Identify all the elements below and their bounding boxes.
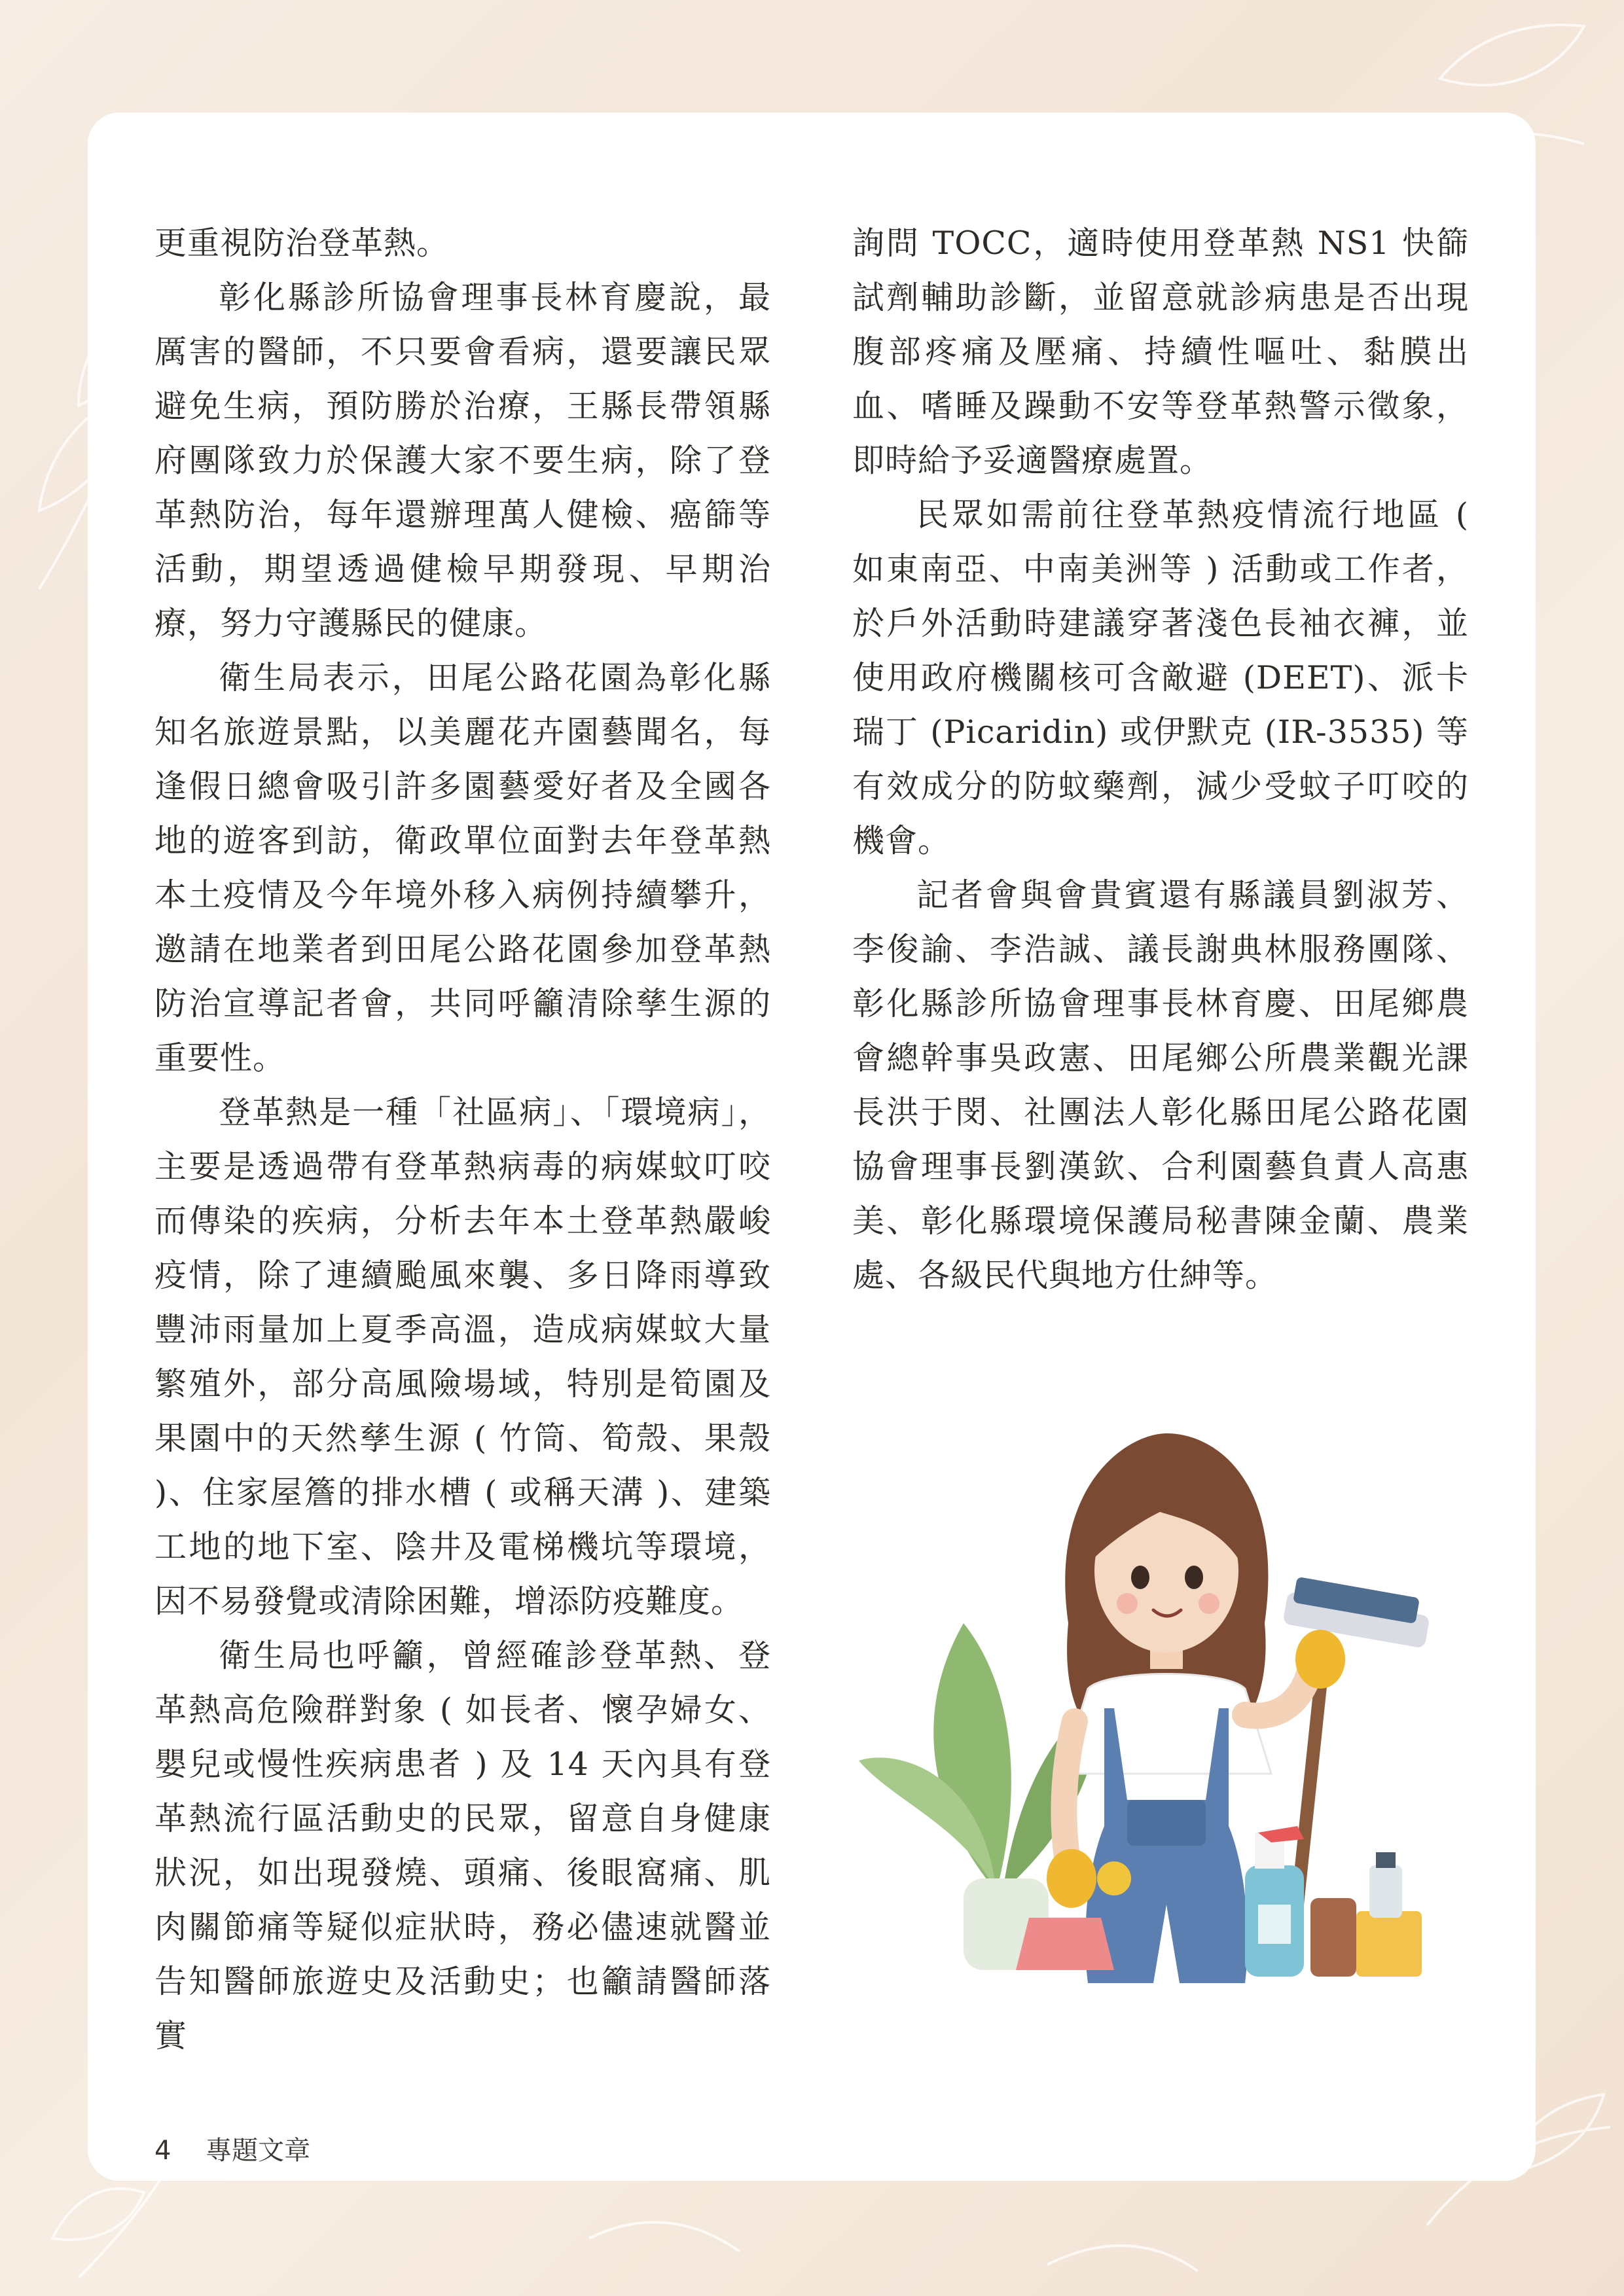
right-text-column bbox=[852, 216, 1469, 1302]
paragraph: 登革熱是一種「社區病」、「環境病」，主要是透過帶有登革熱病毒的病媒蚊叮咬而傳染的疾病，分析去年本土登革熱嚴峻疫情，除了連續颱風來襲、多日降雨導致豐沛雨量加上夏季高溫，造成病媒蚊大量繁殖外，部分高風險場域，特別是筍園及果園中的天然孳生源 ( 竹筒、筍殼、果殼 )、住家屋簷的排水槽 ( 或稱天溝 )、建築工地的地下室、陰井及電梯機坑等環境，因不易發覺或清除困難，增添防疫難度。 bbox=[154, 1094, 771, 1620]
paragraph: 記者會與會貴賓還有縣議員劉淑芳、李俊諭、李浩誠、議長謝典林服務團隊、彰化縣診所協會理事長林育慶、田尾鄉農會總幹事吳政憲、田尾鄉公所農業觀光課長洪于閔、社團法人彰化縣田尾公路花園協會理事長劉漢欽、合利園藝負責人高惠美、彰化縣環境保護局秘書陳金蘭、農業處、各級民代與地方仕紳等。 bbox=[852, 876, 1469, 1294]
paragraph: 彰化縣診所協會理事長林育慶說，最厲害的醫師，不只要會看病，還要讓民眾避免生病，預防勝於治療，王縣長帶領縣府團隊致力於保護大家不要生病，除了登革熱防治，每年還辦理萬人健檢、癌篩等活動，期望透過健檢早期發現、早期治療，努力守護縣民的健康。 bbox=[154, 279, 771, 642]
cleaning-girl-illustration bbox=[852, 1407, 1469, 2029]
paragraph: 詢問 TOCC，適時使用登革熱 NS1 快篩試劑輔助診斷，並留意就診病患是否出現腹部疼痛及壓痛、持續性嘔吐、黏膜出血、嗜睡及躁動不安等登革熱警示徵象，即時給予妥適醫療處置。 bbox=[852, 224, 1469, 479]
section-label: 專題文章 bbox=[206, 2136, 311, 2166]
page-footer bbox=[154, 2135, 310, 2166]
paragraph: 更重視防治登革熱。 bbox=[154, 224, 450, 262]
paragraph: 衛生局也呼籲，曾經確診登革熱、登革熱高危險群對象 ( 如長者、懷孕婦女、嬰兒或慢性疾病患者 ) 及 14 天內具有登革熱流行區活動史的民眾，留意自身健康狀況，如出現發燒、頭痛、後眼窩痛、肌肉關節痛等疑似症狀時，務必儘速就醫並告知醫師旅遊史及活動史；也籲請醫師落實 bbox=[154, 1637, 771, 2054]
paragraph: 衛生局表示，田尾公路花園為彰化縣知名旅遊景點，以美麗花卉園藝聞名，每逢假日總會吸引許多園藝愛好者及全國各地的遊客到訪，衛政單位面對去年登革熱本土疫情及今年境外移入病例持續攀升，邀請在地業者到田尾公路花園參加登革熱防治宣導記者會，共同呼籲清除孳生源的重要性。 bbox=[154, 659, 771, 1077]
page-number: 4 bbox=[154, 2136, 171, 2166]
left-text-column bbox=[154, 216, 771, 2063]
paragraph: 民眾如需前往登革熱疫情流行地區 ( 如東南亞、中南美洲等 ) 活動或工作者，於戶外活動時建議穿著淺色長袖衣褲，並使用政府機關核可含敵避 (DEET)、派卡瑞丁 (Picaridin) 或伊默克 (IR-3535) 等有效成分的防蚊藥劑，減少受蚊子叮咬的機會。 bbox=[852, 496, 1469, 859]
